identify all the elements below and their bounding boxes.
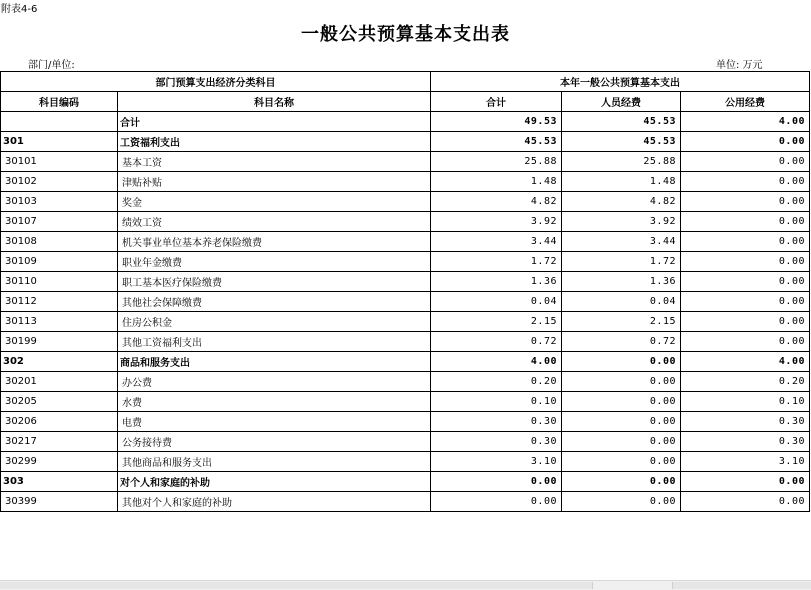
header-personnel: 人员经费 (562, 92, 681, 112)
row-name: 对个人和家庭的补助 (118, 472, 431, 492)
row-name: 职业年金缴费 (118, 252, 431, 272)
row-code: 30217 (1, 432, 118, 452)
row-personnel: 3.44 (562, 232, 681, 252)
budget-table (0, 71, 810, 512)
row-total: 0.72 (431, 332, 562, 352)
row-personnel: 4.82 (562, 192, 681, 212)
row-code: 30113 (1, 312, 118, 332)
row-code: 30109 (1, 252, 118, 272)
row-code: 30112 (1, 292, 118, 312)
row-name: 电费 (118, 412, 431, 432)
row-name: 工资福利支出 (118, 132, 431, 152)
row-personnel: 25.88 (562, 152, 681, 172)
row-total: 4.82 (431, 192, 562, 212)
table-row (1, 492, 810, 512)
row-total: 0.00 (431, 472, 562, 492)
row-name: 基本工资 (118, 152, 431, 172)
row-public: 0.00 (681, 132, 810, 152)
page-title: 一般公共预算基本支出表 (301, 24, 510, 45)
row-public: 0.00 (681, 492, 810, 512)
row-code: 30205 (1, 392, 118, 412)
table-row (1, 192, 810, 212)
row-name: 水费 (118, 392, 431, 412)
row-code (1, 112, 118, 132)
row-total: 0.30 (431, 412, 562, 432)
row-total: 0.10 (431, 392, 562, 412)
row-name: 其他社会保障缴费 (118, 292, 431, 312)
row-public: 0.00 (681, 272, 810, 292)
table-row (1, 312, 810, 332)
row-public: 0.00 (681, 192, 810, 212)
row-personnel: 1.72 (562, 252, 681, 272)
table-row (1, 272, 810, 292)
unit-label: 单位: 万元 (716, 60, 763, 71)
row-personnel: 0.00 (562, 452, 681, 472)
table-row (1, 232, 810, 252)
header-name: 科目名称 (118, 92, 431, 112)
row-public: 0.00 (681, 252, 810, 272)
row-code: 30201 (1, 372, 118, 392)
row-personnel: 1.36 (562, 272, 681, 292)
header-total: 合计 (431, 92, 562, 112)
row-code: 302 (1, 352, 118, 372)
row-total: 2.15 (431, 312, 562, 332)
row-total: 3.92 (431, 212, 562, 232)
row-name: 机关事业单位基本养老保险缴费 (118, 232, 431, 252)
row-name: 其他对个人和家庭的补助 (118, 492, 431, 512)
table-row (1, 352, 810, 372)
row-total: 0.00 (431, 492, 562, 512)
header-column-row (1, 92, 810, 112)
header-group-row (1, 72, 810, 92)
table-row (1, 132, 810, 152)
table-row (1, 152, 810, 172)
table-row (1, 452, 810, 472)
row-public: 0.00 (681, 292, 810, 312)
row-code: 30199 (1, 332, 118, 352)
row-total: 25.88 (431, 152, 562, 172)
row-total: 0.04 (431, 292, 562, 312)
row-public: 0.10 (681, 392, 810, 412)
table-row (1, 212, 810, 232)
row-code: 30110 (1, 272, 118, 292)
row-total: 3.44 (431, 232, 562, 252)
row-total: 1.72 (431, 252, 562, 272)
row-public: 0.00 (681, 312, 810, 332)
table-row (1, 372, 810, 392)
row-personnel: 0.00 (562, 432, 681, 452)
row-code: 303 (1, 472, 118, 492)
row-personnel: 1.48 (562, 172, 681, 192)
row-personnel: 0.04 (562, 292, 681, 312)
row-total: 4.00 (431, 352, 562, 372)
table-row (1, 172, 810, 192)
row-code: 30102 (1, 172, 118, 192)
header-code: 科目编码 (1, 92, 118, 112)
row-name: 奖金 (118, 192, 431, 212)
header-left-group: 部门预算支出经济分类科目 (1, 72, 431, 92)
table-row (1, 292, 810, 312)
table-row (1, 412, 810, 432)
row-public: 0.00 (681, 212, 810, 232)
row-public: 3.10 (681, 452, 810, 472)
row-personnel: 0.00 (562, 352, 681, 372)
table-row (1, 432, 810, 452)
row-code: 30108 (1, 232, 118, 252)
row-total: 1.36 (431, 272, 562, 292)
scrollbar-track-right[interactable] (672, 582, 811, 589)
row-code: 30206 (1, 412, 118, 432)
row-personnel: 0.00 (562, 472, 681, 492)
row-name: 其他工资福利支出 (118, 332, 431, 352)
row-total: 49.53 (431, 112, 562, 132)
row-public: 0.00 (681, 332, 810, 352)
row-name: 商品和服务支出 (118, 352, 431, 372)
row-name: 绩效工资 (118, 212, 431, 232)
table-row (1, 332, 810, 352)
row-total: 0.30 (431, 432, 562, 452)
row-public: 0.20 (681, 372, 810, 392)
row-total: 45.53 (431, 132, 562, 152)
row-total: 3.10 (431, 452, 562, 472)
row-public: 0.30 (681, 432, 810, 452)
table-row (1, 392, 810, 412)
header-right-group: 本年一般公共预算基本支出 (431, 72, 810, 92)
row-name: 办公费 (118, 372, 431, 392)
row-name: 津贴补贴 (118, 172, 431, 192)
table-row (1, 112, 810, 132)
row-personnel: 0.00 (562, 392, 681, 412)
row-personnel: 0.00 (562, 412, 681, 432)
row-code: 30299 (1, 452, 118, 472)
row-code: 301 (1, 132, 118, 152)
row-personnel: 0.72 (562, 332, 681, 352)
row-public: 4.00 (681, 352, 810, 372)
row-personnel: 0.00 (562, 492, 681, 512)
row-code: 30101 (1, 152, 118, 172)
row-name: 住房公积金 (118, 312, 431, 332)
row-public: 0.00 (681, 152, 810, 172)
row-public: 0.00 (681, 172, 810, 192)
header-public: 公用经费 (681, 92, 810, 112)
row-name: 其他商品和服务支出 (118, 452, 431, 472)
row-code: 30399 (1, 492, 118, 512)
row-code: 30103 (1, 192, 118, 212)
row-personnel: 45.53 (562, 132, 681, 152)
scrollbar-thumb[interactable] (0, 582, 593, 589)
table-row (1, 472, 810, 492)
row-name: 职工基本医疗保险缴费 (118, 272, 431, 292)
row-personnel: 2.15 (562, 312, 681, 332)
row-personnel: 45.53 (562, 112, 681, 132)
row-name: 合计 (118, 112, 431, 132)
row-personnel: 0.00 (562, 372, 681, 392)
row-public: 0.00 (681, 472, 810, 492)
row-public: 0.30 (681, 412, 810, 432)
appendix-label: 附表4-6 (1, 4, 38, 15)
row-personnel: 3.92 (562, 212, 681, 232)
row-total: 1.48 (431, 172, 562, 192)
row-total: 0.20 (431, 372, 562, 392)
row-public: 0.00 (681, 232, 810, 252)
row-code: 30107 (1, 212, 118, 232)
row-public: 4.00 (681, 112, 810, 132)
row-name: 公务接待费 (118, 432, 431, 452)
table-row (1, 252, 810, 272)
dept-label: 部门/单位: (28, 60, 75, 71)
